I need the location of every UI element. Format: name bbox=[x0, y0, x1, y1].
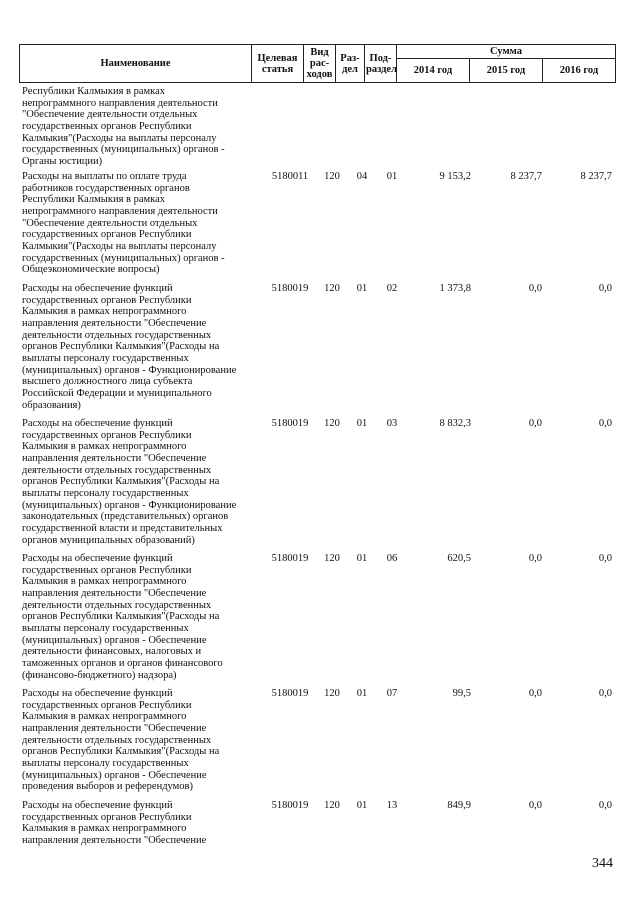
row-section: 04 bbox=[356, 171, 368, 182]
table-row bbox=[0, 283, 640, 418]
header-target-article bbox=[252, 45, 304, 83]
row-expense-type: 120 bbox=[324, 171, 340, 182]
row-sum-2015: 8 237,7 bbox=[510, 171, 542, 182]
row-subsection: 03 bbox=[386, 418, 398, 429]
table-body bbox=[0, 86, 640, 850]
row-name: Расходы на обеспечение функций государственных органов Республики Калмыкия в рамках непрограммного направления деятельности "Обеспечение bbox=[22, 800, 207, 846]
header-sum: Сумма bbox=[397, 45, 616, 59]
row-sum-2016: 0,0 bbox=[598, 283, 612, 294]
row-sum-2016: 8 237,7 bbox=[580, 171, 612, 182]
header-name: Наименование bbox=[20, 45, 252, 83]
row-target-article: 5180019 bbox=[271, 553, 309, 564]
row-name: Расходы на обеспечение функций государственных органов Республики Калмыкия в рамках непрограммного направления деятельности "Обеспечение деятельности отдельных государственных органов Республики Калмыкия"(Расходы на выплаты персоналу государственных (муниципальных) органов - Функционирование законодательных (представительных) органов государственной власти и представительных органов муниципальных образований) bbox=[22, 418, 237, 546]
header-section-text: Раз-дел bbox=[340, 52, 360, 75]
table-row bbox=[0, 418, 640, 553]
row-sum-2014: 849,9 bbox=[447, 800, 471, 811]
row-target-article: 5180019 bbox=[271, 800, 309, 811]
row-section: 01 bbox=[356, 688, 368, 699]
row-target-article: 5180019 bbox=[271, 418, 309, 429]
row-target-article: 5180019 bbox=[271, 283, 309, 294]
row-section: 01 bbox=[356, 553, 368, 564]
row-sum-2016: 0,0 bbox=[598, 418, 612, 429]
page-number: 344 bbox=[592, 856, 613, 871]
row-sum-2015: 0,0 bbox=[528, 688, 542, 699]
header-year-2016: 2016 год bbox=[543, 59, 616, 83]
row-section: 01 bbox=[356, 800, 368, 811]
row-sum-2014: 8 832,3 bbox=[439, 418, 471, 429]
table-row bbox=[0, 688, 640, 800]
row-section: 01 bbox=[356, 283, 368, 294]
header-year-2015: 2015 год bbox=[470, 59, 543, 83]
table-row bbox=[0, 553, 640, 688]
header-subsection-text: Под-раздел bbox=[366, 52, 397, 75]
row-subsection: 07 bbox=[386, 688, 398, 699]
row-subsection: 02 bbox=[386, 283, 398, 294]
row-sum-2016: 0,0 bbox=[598, 688, 612, 699]
row-name: Расходы на обеспечение функций государственных органов Республики Калмыкия в рамках непрограммного направления деятельности "Обеспечение деятельности отдельных государственных органов Республики Калмыкия"(Расходы на выплаты персоналу государственных (муниципальных) органов - Обеспечение проведения выборов и референдумов) bbox=[22, 688, 220, 793]
row-expense-type: 120 bbox=[324, 553, 340, 564]
row-subsection: 06 bbox=[386, 553, 398, 564]
row-sum-2014: 620,5 bbox=[447, 553, 471, 564]
row-section: 01 bbox=[356, 418, 368, 429]
row-expense-type: 120 bbox=[324, 418, 340, 429]
row-name: Расходы на обеспечение функций государственных органов Республики Калмыкия в рамках непрограммного направления деятельности "Обеспечение деятельности отдельных государственных органов Республики Калмыкия"(Расходы на выплаты персоналу государственных (муниципальных) органов - Функционирование высшего должностного лица субъекта Российской Федерации и муниципального образования) bbox=[22, 283, 237, 411]
table-row bbox=[0, 800, 640, 850]
row-sum-2014: 9 153,2 bbox=[439, 171, 471, 182]
row-name: Расходы на обеспечение функций государственных органов Республики Калмыкия в рамках непрограммного направления деятельности "Обеспечение деятельности отдельных государственных органов Республики Калмыкия"(Расходы на выплаты персоналу государственных (муниципальных) органов - Обеспечение деятельности финансовых, налоговых и таможенных органов и органов финансового (финансово-бюджетного) надзора) bbox=[22, 553, 223, 681]
header-target-article-text: Целевая статья bbox=[257, 52, 298, 75]
row-target-article: 5180011 bbox=[271, 171, 309, 182]
header-expense-type-text: Вид рас-ходов bbox=[306, 47, 333, 80]
row-sum-2015: 0,0 bbox=[528, 418, 542, 429]
header-year-2014: 2014 год bbox=[397, 59, 470, 83]
header-section bbox=[336, 45, 365, 83]
table-row bbox=[0, 86, 640, 171]
row-expense-type: 120 bbox=[324, 800, 340, 811]
row-sum-2015: 0,0 bbox=[528, 283, 542, 294]
row-sum-2016: 0,0 bbox=[598, 800, 612, 811]
row-sum-2014: 1 373,8 bbox=[439, 283, 471, 294]
table-header bbox=[19, 44, 616, 83]
table-row bbox=[0, 171, 640, 283]
header-subsection bbox=[365, 45, 397, 83]
header-expense-type bbox=[304, 45, 336, 83]
row-target-article: 5180019 bbox=[271, 688, 309, 699]
row-name: Расходы на выплаты по оплате труда работников государственных органов Республики Калмыкия в рамках непрограммного направления деятельности "Обеспечение деятельности отдельных государственных органов Республики Калмыкия"(Расходы на выплаты персоналу государственных (муниципальных) органов - Общеэкономические вопросы) bbox=[22, 171, 225, 276]
row-subsection: 13 bbox=[386, 800, 398, 811]
row-expense-type: 120 bbox=[324, 688, 340, 699]
row-sum-2015: 0,0 bbox=[528, 553, 542, 564]
row-sum-2015: 0,0 bbox=[528, 800, 542, 811]
row-expense-type: 120 bbox=[324, 283, 340, 294]
row-sum-2014: 99,5 bbox=[452, 688, 471, 699]
row-subsection: 01 bbox=[386, 171, 398, 182]
row-sum-2016: 0,0 bbox=[598, 553, 612, 564]
row-name: Республики Калмыкия в рамках непрограммного направления деятельности "Обеспечение деятельности отдельных государственных органов Республики Калмыкия"(Расходы на выплаты персоналу государственных (муниципальных) органов - Органы юстиции) bbox=[22, 86, 225, 167]
